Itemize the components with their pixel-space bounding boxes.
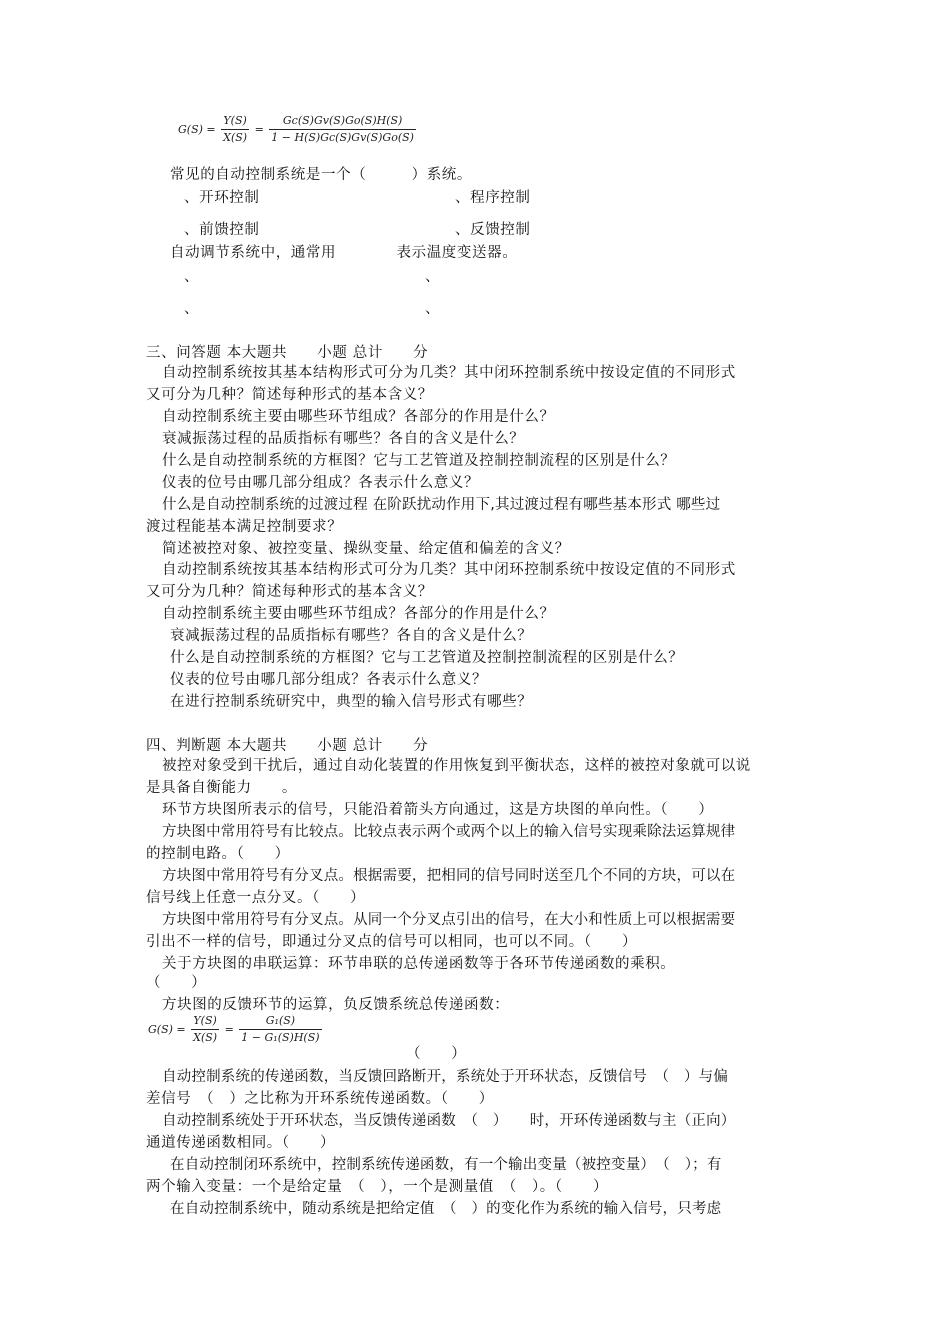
statement-line: 方块图中常用符号有比较点。比较点表示两个或两个以上的输入信号实现乘除法运算规律	[162, 824, 736, 840]
question-line: 简述被控对象、被控变量、操纵变量、给定值和偏差的含义？	[162, 541, 570, 557]
statement-line: 自动控制系统的传递函数，当反馈回路断开，系统处于开环状态，反馈信号 （ ）与偏	[162, 1069, 729, 1085]
statement-line: 自动控制系统处于开环状态，当反馈传递函数 （ ） 时，开环传递函数与主（正向）	[162, 1113, 736, 1129]
transfer-function-formula	[176, 113, 416, 146]
question-line: 衰减振荡过程的品质指标有哪些？各自的含义是什么？	[162, 431, 525, 447]
formula-numerator: Y(S)	[191, 1013, 219, 1030]
statement-line: 被控对象受到干扰后，通过自动化装置的作用恢复到平衡状态，这样的被控对象就可以说	[162, 758, 751, 774]
statement-line: 引出不一样的信号，即通过分叉点的信号可以相同，也可以不同。（ ）	[146, 934, 638, 950]
statement-line: 信号线上任意一点分叉。（ ）	[146, 890, 366, 906]
mc-option-a: 、	[184, 269, 200, 285]
statement-line: （ ）	[146, 975, 207, 991]
formula-lhs: G(S) =	[148, 1023, 186, 1036]
formula-fraction-2	[239, 1013, 321, 1046]
formula-fraction-2	[269, 113, 416, 146]
feedback-transfer-function-formula	[146, 1013, 322, 1046]
formula-equals: =	[224, 1023, 234, 1036]
section-header: 四、判断题 本大题共 小题 总计 分	[146, 738, 429, 754]
statement-line: 的控制电路。（ ）	[146, 846, 290, 862]
question-line: 自动控制系统按其基本结构形式可分为几类？其中闭环控制系统中按设定值的不同形式	[162, 365, 736, 381]
question-line: 又可分为几种？简述每种形式的基本含义？	[146, 584, 433, 600]
mc-question: 自动调节系统中，通常用 表示温度变送器。	[170, 245, 518, 261]
formula-denominator: X(S)	[223, 131, 248, 144]
question-line: 仪表的位号由哪几部分组成？各表示什么意义？	[170, 672, 488, 688]
statement-line: 在自动控制系统中，随动系统是把给定值 （ ）的变化作为系统的输入信号，只考虑	[170, 1201, 722, 1217]
statement-line: 关于方块图的串联运算：环节串联的总传递函数等于各环节传递函数的乘积。	[162, 956, 676, 972]
formula-numerator: Gc(S)Gv(S)Go(S)H(S)	[269, 113, 416, 130]
mc-option-c: 、前馈控制	[184, 222, 260, 238]
question-line: 自动控制系统按其基本结构形式可分为几类？其中闭环控制系统中按设定值的不同形式	[162, 562, 736, 578]
statement-line: 通道传递函数相同。（ ）	[146, 1135, 336, 1151]
formula-numerator: Y(S)	[221, 113, 249, 130]
formula-denominator: X(S)	[193, 1031, 218, 1044]
statement-line: 是具备自衡能力 。	[146, 780, 297, 796]
statement-line: 在自动控制闭环系统中，控制系统传递函数，有一个输出变量（被控变量） （ ）；有	[170, 1157, 722, 1173]
section-header: 三、问答题 本大题共 小题 总计 分	[146, 345, 429, 361]
formula-denominator: 1 − H(S)Gc(S)Gv(S)Go(S)	[271, 131, 414, 144]
question-line: 又可分为几种？简述每种形式的基本含义？	[146, 387, 433, 403]
formula-equals: =	[254, 123, 264, 136]
mc-option-c: 、	[184, 301, 200, 317]
formula-denominator: 1 − G₁(S)H(S)	[241, 1031, 320, 1044]
question-line: 渡过程能基本满足控制要求？	[146, 519, 343, 535]
question-line: 衰减振荡过程的品质指标有哪些？各自的含义是什么？	[170, 628, 533, 644]
statement-line: 差信号 （ ）之比称为开环系统传递函数。（ ）	[146, 1091, 494, 1107]
question-line: 仪表的位号由哪几部分组成？各表示什么意义？	[162, 475, 480, 491]
answer-parentheses: （ ）	[406, 1046, 467, 1062]
statement-line: 环节方块图所表示的信号，只能沿着箭头方向通过，这是方块图的单向性。（ ）	[162, 802, 714, 818]
question-line: 在进行控制系统研究中，典型的输入信号形式有哪些？	[170, 694, 533, 710]
formula-fraction-1	[191, 1013, 219, 1046]
mc-option-b: 、	[425, 269, 441, 285]
formula-lhs: G(S) =	[178, 123, 216, 136]
question-line: 什么是自动控制系统的方框图？它与工艺管道及控制控制流程的区别是什么？	[162, 453, 676, 469]
mc-option-d: 、反馈控制	[455, 222, 531, 238]
question-line: 自动控制系统主要由哪些环节组成？各部分的作用是什么？	[162, 409, 555, 425]
statement-line: 方块图的反馈环节的运算，负反馈系统总传递函数：	[162, 997, 510, 1013]
mc-option-b: 、程序控制	[455, 190, 531, 206]
mc-option-a: 、开环控制	[184, 190, 260, 206]
mc-option-d: 、	[425, 301, 441, 317]
statement-line: 两个输入变量：一个是给定量 （ ），一个是测量值 （ ）。（ ）	[146, 1179, 609, 1195]
formula-fraction-1	[221, 113, 249, 146]
statement-line: 方块图中常用符号有分叉点。根据需要，把相同的信号同时送至几个不同的方块，可以在	[162, 868, 736, 884]
question-line: 什么是自动控制系统的方框图？它与工艺管道及控制控制流程的区别是什么？	[170, 650, 684, 666]
question-line: 什么是自动控制系统的过渡过程 在阶跃扰动作用下,其过渡过程有哪些基本形式 哪些过	[162, 497, 721, 513]
question-line: 自动控制系统主要由哪些环节组成？各部分的作用是什么？	[162, 606, 555, 622]
mc-question: 常见的自动控制系统是一个（ ）系统。	[170, 167, 472, 183]
statement-line: 方块图中常用符号有分叉点。从同一个分叉点引出的信号，在大小和性质上可以根据需要	[162, 912, 736, 928]
formula-numerator: G₁(S)	[239, 1013, 321, 1030]
